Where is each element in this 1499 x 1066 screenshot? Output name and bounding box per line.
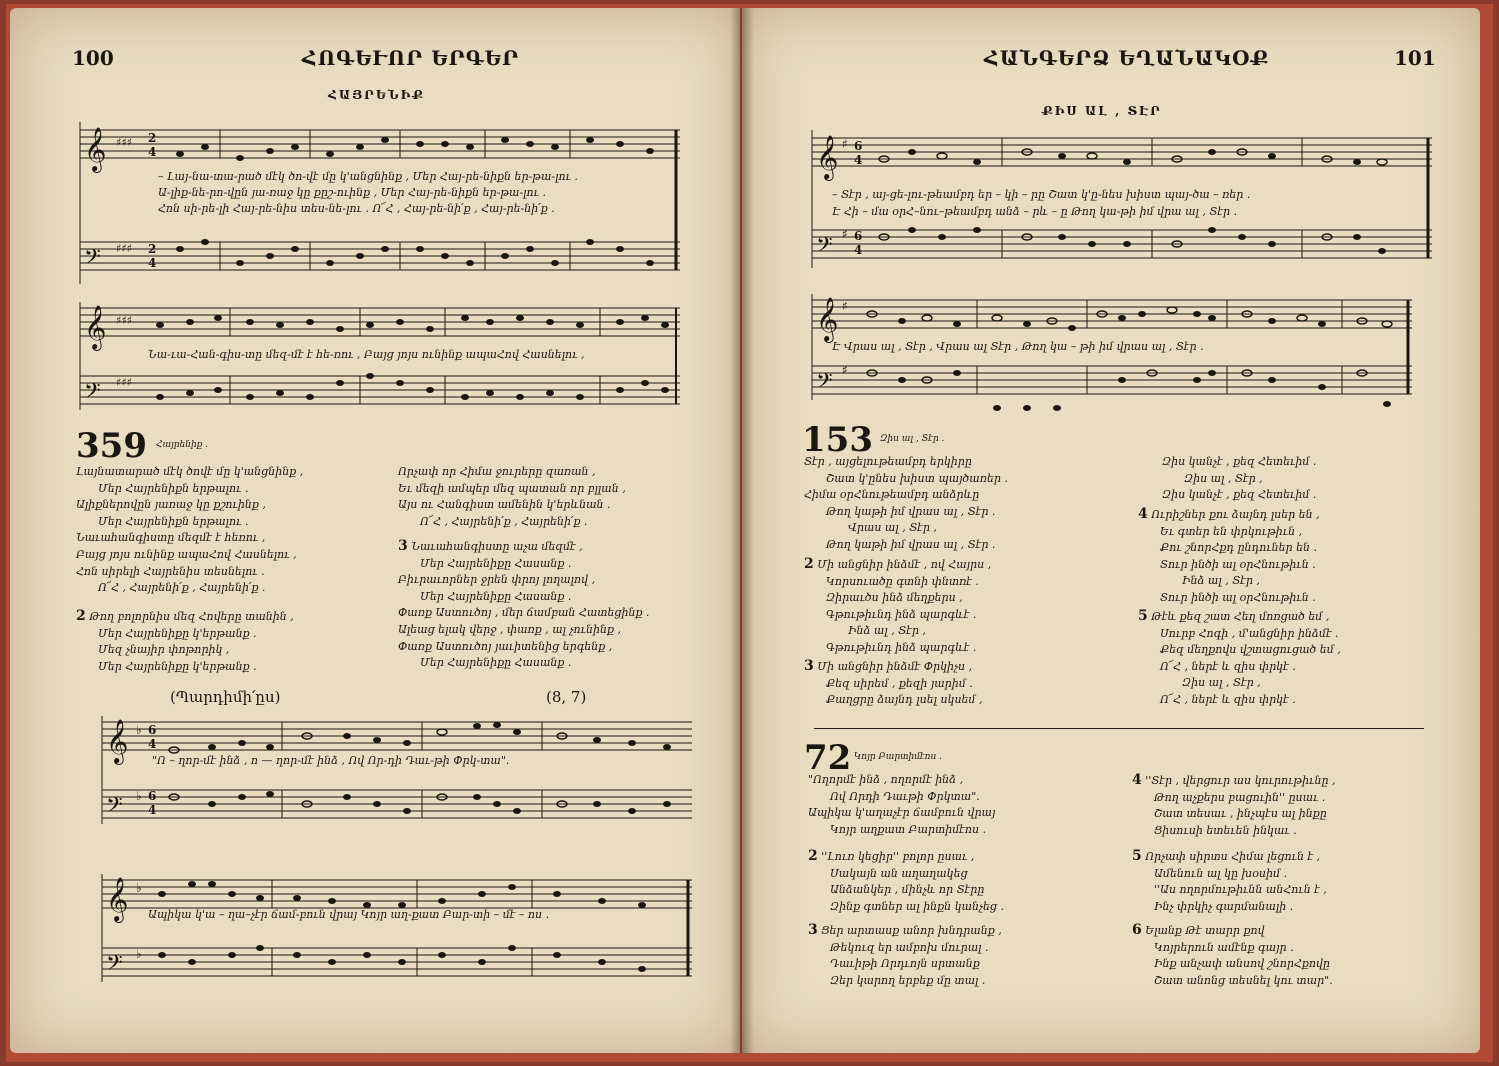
svg-text:♭: ♭ bbox=[136, 881, 142, 895]
verse-2 bbox=[76, 608, 294, 675]
lyric-line-r3: Է Վրաս ալ , Տէր , Վրաս ալ Տէր , Թող կա – թի իմ վրաս ալ , Տէր . bbox=[832, 340, 1204, 353]
lyric-line-2: Ա-լիք-նե-րո-վըն յա-ռաջ կը քըշ-ուինք , Մեր Հայ-րե-նիքն եր-թա-լու . bbox=[158, 186, 546, 199]
verse-line: Կոյրերուն ամէնք գայր . bbox=[1154, 940, 1294, 954]
verse-line: Փառք Աստուծոյ , մեր ճամբան Հատեցինք . bbox=[398, 606, 650, 620]
verse-line: Մեր Հայրենիքը Հասանք . bbox=[420, 556, 572, 570]
verse-line: Բիւրաւորներ ջրեն փրոյ լողալով , bbox=[398, 573, 596, 587]
verse-153-2 bbox=[804, 556, 991, 657]
svg-text:6: 6 bbox=[148, 789, 157, 803]
svg-text:6: 6 bbox=[854, 139, 863, 153]
page-number-left: 100 bbox=[72, 46, 114, 70]
verse-line: Ինձ ալ , Տէր , bbox=[1182, 574, 1260, 588]
running-head-right: ՀԱՆԳԵՐՁ ԵՂԱՆԱԿՕՔ bbox=[984, 46, 1270, 70]
verse-line: Մի անցնիր ինձմէ Փրկիչս , bbox=[817, 660, 973, 673]
verse-line: Ցեր արտասք անոր խնդրանք , bbox=[821, 924, 1002, 937]
svg-text:4: 4 bbox=[148, 256, 157, 270]
svg-text:♯: ♯ bbox=[842, 363, 848, 377]
verse-line: Թող կաթի իմ վրաս ալ , Տէր . bbox=[826, 504, 996, 518]
verse-line: Զեր կարող երբեք մը տալ . bbox=[830, 973, 986, 987]
verse-line: Թեկուզ եր ամբոխ մուրալ . bbox=[830, 940, 989, 954]
verse-line: Ո՜Հ , ներէ և զիս փրկէ . bbox=[1160, 659, 1296, 673]
verse-line: Զիս ալ , Տէր , bbox=[1182, 676, 1261, 690]
verse-line: Որչափ որ Հիմա ջուրերը զառան , bbox=[398, 465, 596, 478]
verse-line: ''Աս ողորմութիւնն անՀուն է , bbox=[1154, 883, 1327, 897]
svg-text:6: 6 bbox=[854, 229, 863, 243]
verse-line: Ինձ ալ , Տէր , bbox=[848, 624, 926, 638]
svg-text:𝄞: 𝄞 bbox=[816, 297, 839, 341]
verse-line: Քու շնորՀքդ ընդուներ են . bbox=[1160, 541, 1318, 555]
verse-line: Ցիսուսի ետեւեն ինկաւ . bbox=[1154, 823, 1297, 837]
verse-line: Կոյր աղքատ Բարտիմէոս . bbox=[830, 822, 987, 836]
verse-line: ''Լուռ կեցիր'' բոլոր ըսաւ , bbox=[821, 850, 975, 863]
svg-text:𝄢: 𝄢 bbox=[84, 379, 101, 409]
lyric-line-4: Նա-ւա-Հան-գիս-տը մեզ-մէ է հե-ռու , Բայց յոյս ունինք ապաՀով Հասնելու , bbox=[148, 348, 585, 361]
verse-72-4 bbox=[1132, 772, 1335, 839]
verse-72-1 bbox=[808, 772, 995, 838]
verse-number: 2 bbox=[804, 556, 814, 572]
verse-number: 5 bbox=[1132, 848, 1142, 864]
hymn-number-359: 359 bbox=[76, 426, 147, 466]
section-divider bbox=[814, 728, 1424, 729]
verse-72-3 bbox=[808, 922, 1002, 989]
verse-line: Ինք անչափ անսով շնորՀքովը bbox=[1154, 957, 1330, 971]
svg-text:♯♯♯: ♯♯♯ bbox=[116, 376, 132, 389]
verse-72-5 bbox=[1132, 848, 1327, 915]
verse-line: Մեզ չնայիր փոթորիկ , bbox=[98, 643, 230, 657]
verse-line: Ինչ փրկիչ գարմանալի . bbox=[1154, 899, 1294, 913]
verse-line: Գթութիւնդ ինձ պարգևէ . bbox=[826, 607, 977, 621]
meter: (8, 7) bbox=[546, 688, 587, 706]
page-number-right: 101 bbox=[1394, 46, 1436, 70]
verse-line: Թէև քեզ շատ Հեղ մոռցած եմ , bbox=[1151, 610, 1330, 623]
svg-text:𝄞: 𝄞 bbox=[84, 305, 107, 349]
verse-number: 3 bbox=[808, 922, 818, 938]
verse-number: 4 bbox=[1132, 772, 1142, 788]
verse-1 bbox=[76, 464, 303, 597]
verse-line: Սակայն ան աղաղակեց bbox=[830, 866, 968, 880]
verse-line: Լայնատարած մէկ ծովէ մը կ'անցնինք , bbox=[76, 465, 304, 478]
verse-line: Նաւահանգիստը աչա մեզմէ , bbox=[411, 540, 583, 553]
hymn-subtitle-153: Զիս ալ , Տէր . bbox=[880, 434, 945, 444]
verse-72-2 bbox=[808, 848, 1004, 915]
svg-text:𝄢: 𝄢 bbox=[106, 951, 123, 981]
verse-line: Մեր Հայրենիքը Հասանք . bbox=[420, 656, 572, 670]
verse-number: 3 bbox=[804, 658, 814, 674]
lyric-line-r1: – Տէր , այ-ցե-լու-թեամբդ եր – կի – րը Շատ կ'ը-նես խիստ պայ-ծա – ռեր . bbox=[832, 188, 1251, 201]
tune-name: (Պարդիմի՛ըս) bbox=[170, 688, 281, 706]
verse-line: Զիս կանչէ , քեզ Հետեւիմ . bbox=[1162, 455, 1317, 468]
lyric-line-6: Ապիկա կ'ա – ղա–չէր ճամ-բուն վրայ Կոյր աղ-քատ Բար-տի – մէ – ոս . bbox=[148, 908, 550, 921]
verse-line: Ուրիշներ քու ձայնդ լսեր են , bbox=[1151, 508, 1320, 521]
right-page bbox=[742, 8, 1480, 1053]
verse-3 bbox=[398, 538, 649, 672]
svg-text:𝄞: 𝄞 bbox=[816, 135, 839, 179]
svg-text:4: 4 bbox=[854, 243, 863, 257]
verse-line: Եւ մեզի ամպեր մեզ պատան որ բլլան , bbox=[398, 481, 626, 495]
verse-153-1 bbox=[804, 454, 1008, 554]
verse-line: Զիրաւծս ինձ մեղքերս , bbox=[826, 591, 963, 605]
verse-line: Հոն սիրելի Հայրենիս տեսնելու . bbox=[76, 564, 265, 578]
verse-line: Թող կաթի իմ վրաս ալ , Տէր . bbox=[826, 537, 996, 551]
verse-line: Սուրբ Հոգի , մ'անցնիր ինձմէ . bbox=[1160, 626, 1339, 640]
svg-text:𝄢: 𝄢 bbox=[816, 369, 833, 399]
verse-153-5 bbox=[1138, 608, 1341, 709]
svg-text:𝄢: 𝄢 bbox=[816, 233, 833, 263]
verse-number: 3 bbox=[398, 538, 408, 554]
verse-line: Դաւիթի Որդւոյն սրտանք bbox=[830, 957, 980, 971]
song-title-left: ՀԱՅՐԵՆԻՔ bbox=[328, 88, 425, 102]
verse-line: Փառք Աստուծոյ յաւիտենից երգենք , bbox=[398, 639, 613, 653]
verse-line: Տէր , այցելութեամբդ երկիրը bbox=[804, 455, 972, 468]
svg-text:♯♯♯: ♯♯♯ bbox=[116, 314, 132, 327]
verse-line: Ո՜Հ , Հայրենի՛ք , Հայրենի՛ք . bbox=[420, 514, 588, 528]
verse-line: Մի անցնիր ինձմէ , ով Հայրս , bbox=[817, 558, 992, 571]
verse-line: Քաղցրը ձայնդ լսել սկսեմ , bbox=[826, 693, 983, 707]
svg-text:♯♯♯: ♯♯♯ bbox=[116, 242, 132, 255]
svg-text:4: 4 bbox=[854, 153, 863, 167]
verse-line: Շատ տեսաւ , ինչպէս ալ ինքը bbox=[1154, 807, 1327, 821]
verse-line: Մեր Հայրենիքն երթալու . bbox=[98, 514, 249, 528]
verse-line: Շատ անոնց տեսնել կու տար". bbox=[1154, 973, 1333, 987]
svg-text:4: 4 bbox=[148, 145, 157, 159]
verse-line: Տուր ինծի ալ օրՀնութիւն . bbox=[1160, 557, 1316, 571]
verse-line: Մեր Հայրենիքն երթալու . bbox=[98, 481, 249, 495]
verse-line: Զինք գտներ ալ ինքն կանչեց . bbox=[830, 899, 1004, 913]
verse-line: Այս ու Հանգիստ ամենին կ'երևնան . bbox=[398, 498, 611, 512]
verse-line: Զիս կանչէ , քեզ Հետեւիմ . bbox=[1162, 488, 1317, 502]
svg-text:𝄞: 𝄞 bbox=[84, 127, 107, 171]
verse-line: Ալիքներովըն յառաջ կը քշուինք , bbox=[76, 498, 266, 512]
verse-line: ''Տէր , վերցուր աս կուրութիւնը , bbox=[1145, 774, 1336, 787]
book-gutter bbox=[730, 8, 754, 1053]
svg-text:2: 2 bbox=[148, 242, 157, 256]
verse-153-3 bbox=[804, 658, 983, 709]
verse-number: 2 bbox=[76, 608, 86, 624]
verse-line: "Ողորմէ ինձ , ողորմէ ինձ , bbox=[808, 773, 964, 786]
svg-text:♯: ♯ bbox=[842, 299, 848, 313]
verse-line: Ո՜Հ , Հայրենի՛ք , Հայրենի՛ք . bbox=[98, 581, 266, 595]
lyric-line-r2: Է Հի – մա օրՀ–նու–թեամբդ անձ – րև – ը Թող կա-թի իմ վրա ալ , Տէր . bbox=[832, 205, 1238, 218]
verse-line: Բայց յոյս ունինք ապաՀով Հասնելու , bbox=[76, 547, 297, 561]
verse-line: Ելանք Թէ տարր քով bbox=[1145, 924, 1265, 937]
verse-line: Քեզ սիրեմ , քեզի յարիմ . bbox=[826, 676, 973, 690]
bass-staff bbox=[80, 242, 680, 270]
verse-number: 2 bbox=[808, 848, 818, 864]
verse-line: Քեզ մեղքովս վշտացուցած եմ , bbox=[1160, 643, 1341, 657]
svg-text:♯: ♯ bbox=[842, 227, 848, 241]
hymn-number-72: 72 bbox=[804, 738, 852, 778]
verse-line: Ով Որդի Դաւթի Փրկտա". bbox=[830, 789, 980, 803]
svg-text:𝄞: 𝄞 bbox=[106, 877, 129, 921]
left-page bbox=[10, 8, 740, 1053]
verse-line: Կորսուածը գտնի փնտռէ . bbox=[826, 574, 979, 588]
verse-153-4 bbox=[1138, 506, 1320, 607]
verse-line: Վրաս ալ , Տէր , bbox=[848, 521, 937, 535]
svg-text:𝄢: 𝄢 bbox=[84, 245, 101, 275]
svg-text:𝄞: 𝄞 bbox=[106, 719, 129, 763]
svg-text:𝄢: 𝄢 bbox=[106, 793, 123, 823]
music-system-r1 bbox=[802, 126, 1442, 276]
svg-text:6: 6 bbox=[148, 723, 157, 737]
music-system-3 bbox=[92, 712, 702, 832]
verse-line: Թող բոլորնիս մեզ Հովերը տանին , bbox=[89, 610, 294, 623]
verse-line: Անձանկեր , մինչև որ Տէրը bbox=[830, 883, 985, 897]
verse-line: Հիմա օրՀնութեամբդ անձրևը bbox=[804, 488, 980, 502]
verse-line: Մեր Հայրենիքը կ'երթանք . bbox=[98, 659, 257, 673]
verse-line: Զիս ալ , Տէր , bbox=[1184, 471, 1263, 485]
verse-line: Նաւահանգիստը մեզմէ է հեռու , bbox=[76, 531, 266, 545]
verse-line: Մեր Հայրենիքը Հասանք . bbox=[420, 589, 572, 603]
verse-line: Շատ կ'ընես խիստ պայծառեր . bbox=[826, 471, 1008, 485]
svg-text:4: 4 bbox=[148, 737, 157, 751]
hymn-number-153: 153 bbox=[802, 420, 873, 460]
verse-line: Որչափ սիրտս Հիմա լեցուն է , bbox=[1145, 850, 1321, 863]
music-system-r2 bbox=[802, 290, 1442, 420]
verse-line: Ալեաց ելակ վերջ , փառք , ալ չունինք , bbox=[398, 622, 621, 636]
running-head-left: ՀՈԳԵՒՈՐ ԵՐԳԵՐ bbox=[302, 46, 520, 70]
svg-text:♭: ♭ bbox=[136, 723, 142, 737]
verse-line: Տուր ինծի ալ օրՀնութիւն . bbox=[1160, 590, 1316, 604]
verse-line: Մեր Հայրենիքը կ'երթանք . bbox=[98, 626, 257, 640]
verse-line: Ապիկա կ'աղաչէր ճամբուն վրայ bbox=[808, 806, 996, 820]
treble-staff bbox=[80, 130, 680, 158]
svg-text:2: 2 bbox=[148, 131, 157, 145]
verse-1-cont bbox=[398, 464, 626, 530]
lyric-line-5: "Ո – ղոր-մէ ինձ , ո — ղոր-մէ ինձ , Ով Որ-դի Դաւ-թի Փրկ-տա". bbox=[152, 754, 510, 767]
lyric-line-3: Հոն սի-րե-լի Հայ-րե-նիս տես-նե-լու . Ո՜Հ , Հայ-րե-նի՛ք , Հայ-րե-նի՛ք . bbox=[158, 202, 555, 215]
song-title-right: ՔԻՍ ԱԼ , ՏԷՐ bbox=[1042, 104, 1162, 118]
verse-line: Ամենուն ալ կը խօսիմ . bbox=[1154, 866, 1288, 880]
verse-153-3-cont bbox=[1162, 454, 1316, 504]
verse-line: Ո՜Հ , ներէ և զիս փրկէ . bbox=[1160, 692, 1296, 706]
verse-number: 6 bbox=[1132, 922, 1142, 938]
music-system-4 bbox=[92, 870, 702, 990]
verse-number: 4 bbox=[1138, 506, 1148, 522]
hymn-subtitle-72: Կոյր Բարտիմէոս . bbox=[854, 752, 942, 762]
verse-72-6 bbox=[1132, 922, 1333, 989]
verse-line: Գթութիւնդ ինձ պարգևէ . bbox=[826, 640, 977, 654]
svg-text:♭: ♭ bbox=[136, 789, 142, 803]
verse-line: Թող աչքերս բացուին'' ըսաւ . bbox=[1154, 790, 1326, 804]
svg-text:4: 4 bbox=[148, 803, 157, 817]
lyric-line-1: – Լայ-նա-տա-րած մէկ ծո-վէ մը կ'անցնինք , Մեր Հայ-րե-նիքն եր-թա-լու . bbox=[158, 170, 578, 183]
verse-line: Եւ գտեր են փրկութիւն , bbox=[1160, 524, 1303, 538]
verse-number: 5 bbox=[1138, 608, 1148, 624]
hymn-subtitle-359: Հայրենիք . bbox=[156, 440, 209, 450]
svg-text:♯: ♯ bbox=[842, 137, 848, 151]
svg-text:♭: ♭ bbox=[136, 947, 142, 961]
svg-text:♯♯♯: ♯♯♯ bbox=[116, 136, 132, 149]
